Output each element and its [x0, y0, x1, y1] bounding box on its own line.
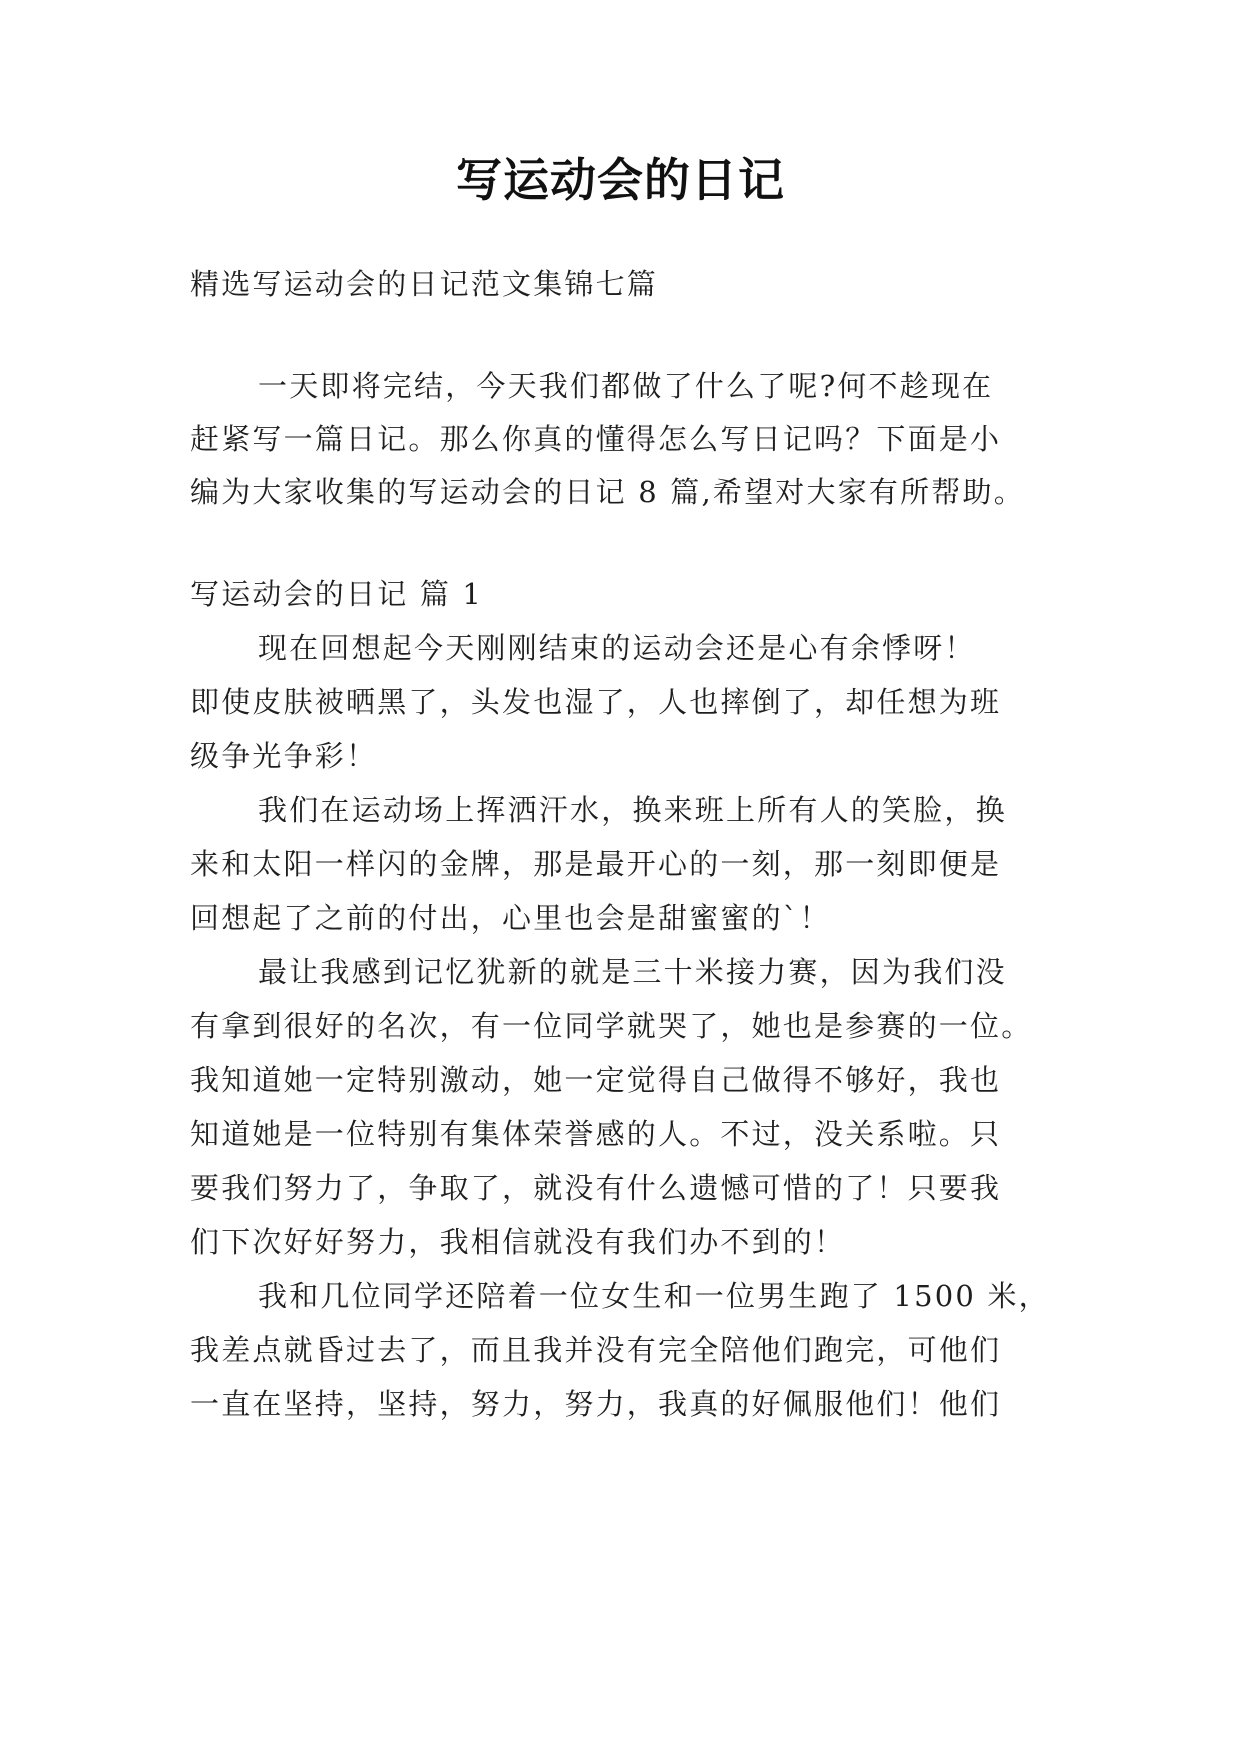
intro-line: 编为大家收集的写运动会的日记 8 篇,希望对大家有所帮助。 [190, 475, 1025, 509]
document-title: 写运动会的日记 [456, 153, 785, 207]
body-line: 来和太阳一样闪的金牌，那是最开心的一刻，那一刻即便是 [190, 847, 1002, 881]
intro-line: 一天即将完结，今天我们都做了什么了呢?何不趁现在 [258, 369, 994, 403]
document-subtitle: 精选写运动会的日记范文集锦七篇 [190, 267, 659, 301]
body-line: 即使皮肤被晒黑了，头发也湿了，人也摔倒了，却任想为班 [190, 685, 1002, 719]
body-line: 知道她是一位特别有集体荣誉感的人。不过，没关系啦。只 [190, 1117, 1002, 1151]
body-line: 一直在坚持，坚持，努力，努力，我真的好佩服他们！他们 [190, 1387, 1002, 1421]
body-line: 最让我感到记忆犹新的就是三十米接力赛，因为我们没 [258, 955, 1007, 989]
intro-line: 赶紧写一篇日记。那么你真的懂得怎么写日记吗？下面是小 [190, 422, 1002, 456]
body-line: 级争光争彩！ [190, 739, 378, 773]
body-line: 我和几位同学还陪着一位女生和一位男生跑了 1500 米， [258, 1279, 1050, 1313]
section-heading: 写运动会的日记 篇 1 [190, 577, 484, 611]
body-line: 们下次好好努力，我相信就没有我们办不到的！ [190, 1225, 846, 1259]
body-line: 我们在运动场上挥洒汗水，换来班上所有人的笑脸，换 [258, 793, 1007, 827]
body-line: 有拿到很好的名次，有一位同学就哭了，她也是参赛的一位。 [190, 1009, 1033, 1043]
body-line: 回想起了之前的付出，心里也会是甜蜜蜜的`！ [190, 901, 831, 935]
body-line: 现在回想起今天刚刚结束的运动会还是心有余悸呀！ [258, 631, 976, 665]
body-line: 我差点就昏过去了，而且我并没有完全陪他们跑完，可他们 [190, 1333, 1002, 1367]
body-line: 要我们努力了，争取了，就没有什么遗憾可惜的了！只要我 [190, 1171, 1002, 1205]
body-line: 我知道她一定特别激动，她一定觉得自己做得不够好，我也 [190, 1063, 1002, 1097]
